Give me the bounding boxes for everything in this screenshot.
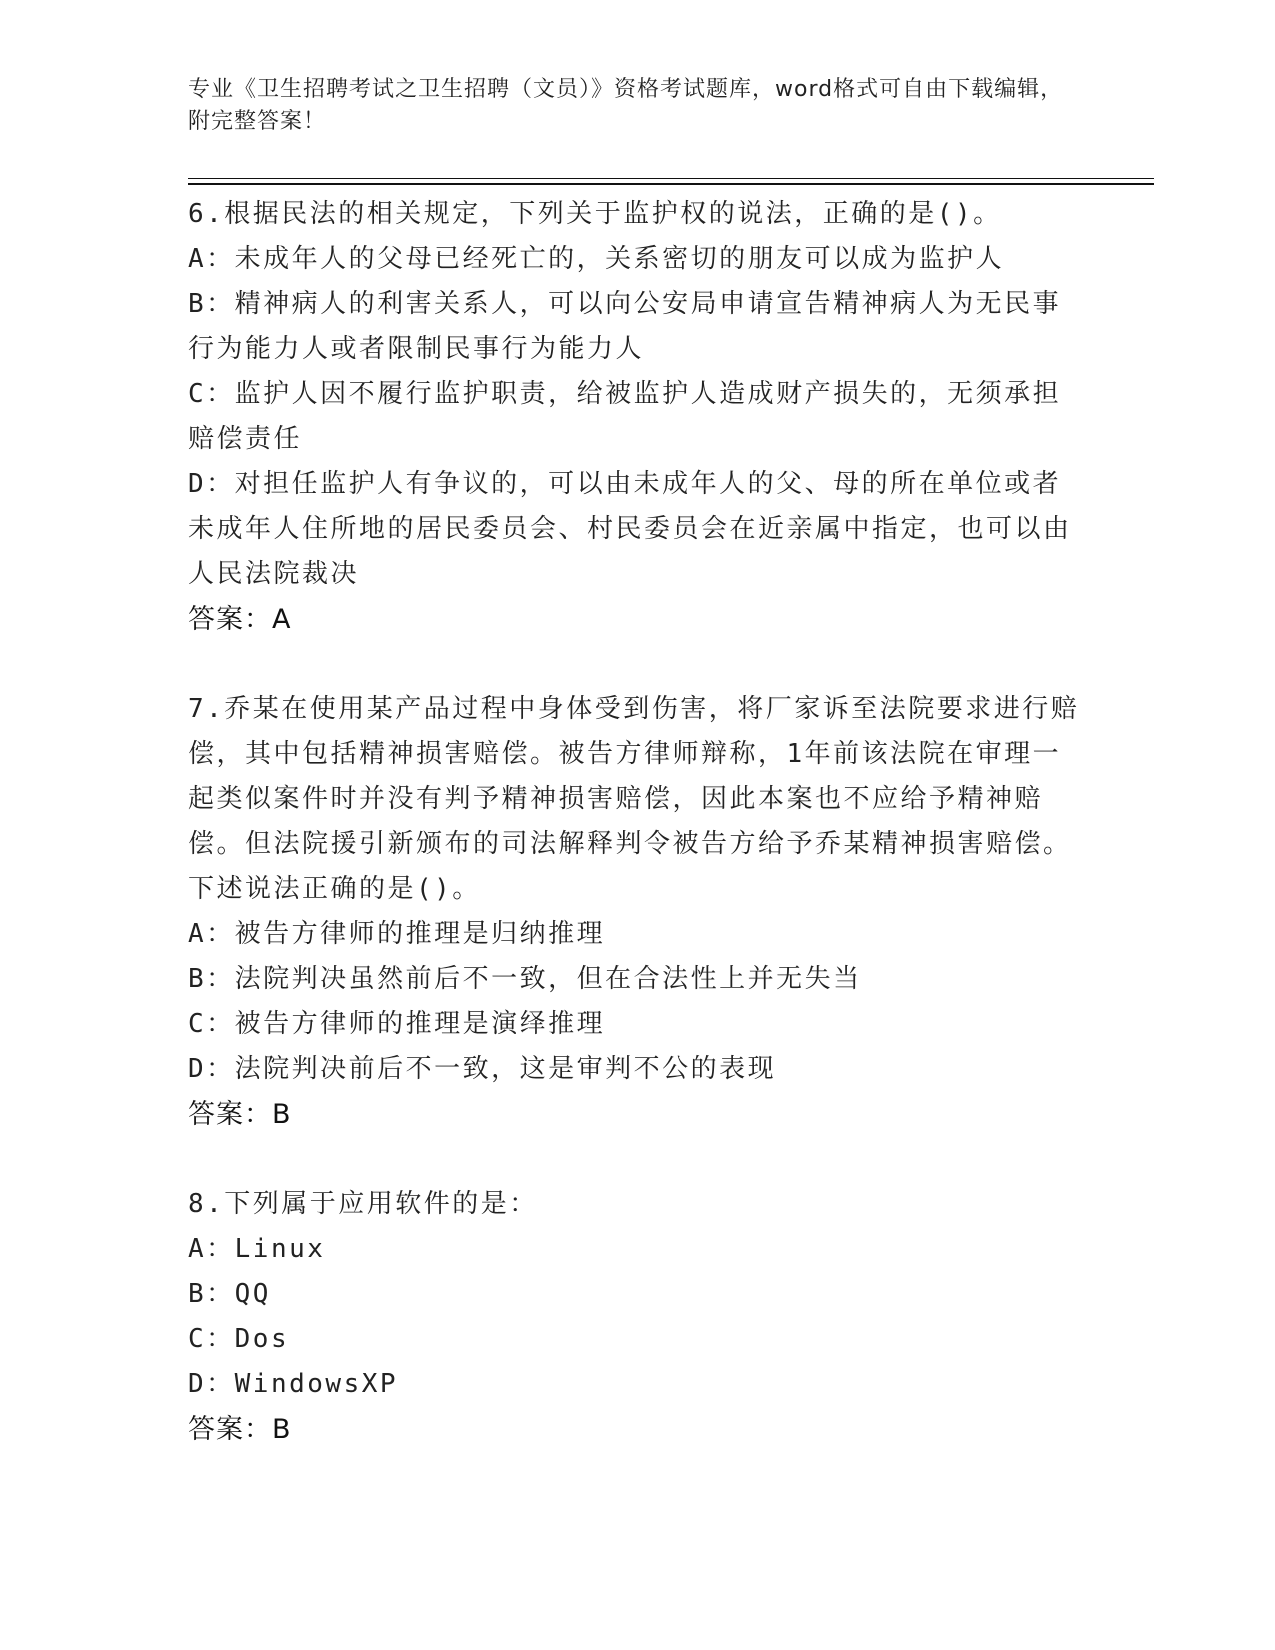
question-7 [188, 687, 1088, 1137]
question-8 [188, 1182, 1088, 1452]
question-6 [188, 192, 1088, 642]
option-b: B：精神病人的利害关系人，可以向公安局申请宣告精神病人为无民事行为能力人或者限制民事行为能力人 [188, 289, 1062, 364]
option-a: A：被告方律师的推理是归纳推理 [188, 919, 606, 949]
answer: 答案：B [188, 1099, 292, 1130]
option-a: A：未成年人的父母已经死亡的，关系密切的朋友可以成为监护人 [188, 244, 1005, 274]
option-c: C：被告方律师的推理是演绎推理 [188, 1009, 606, 1039]
option-b: B：QQ [188, 1279, 271, 1309]
header-rule-thin [188, 178, 1154, 179]
header-rule-thick [188, 183, 1154, 185]
option-d: D：WindowsXP [188, 1369, 399, 1399]
option-b: B：法院判决虽然前后不一致，但在合法性上并无失当 [188, 964, 862, 994]
option-a: A：Linux [188, 1234, 326, 1264]
option-c: C：Dos [188, 1324, 290, 1354]
answer: 答案：A [188, 604, 292, 635]
question-stem: 8.下列属于应用软件的是： [188, 1189, 538, 1219]
answer: 答案：B [188, 1414, 292, 1445]
question-stem: 6.根据民法的相关规定，下列关于监护权的说法，正确的是()。 [188, 199, 1002, 229]
question-stem: 7.乔某在使用某产品过程中身体受到伤害，将厂家诉至法院要求进行赔偿，其中包括精神损害赔偿。被告方律师辩称，1年前该法院在审理一起类似案件时并没有判予精神损害赔偿，因此本案也不应给予精神赔偿。但法院援引新颁布的司法解释判令被告方给予乔某精神损害赔偿。下述说法正确的是()。 [188, 694, 1080, 904]
option-d: D：对担任监护人有争议的，可以由未成年人的父、母的所在单位或者未成年人住所地的居民委员会、村民委员会在近亲属中指定，也可以由人民法院裁决 [188, 469, 1072, 589]
question-list [188, 192, 1088, 1452]
spacer [188, 642, 1088, 687]
spacer [188, 1137, 1088, 1182]
option-c: C：监护人因不履行监护职责，给被监护人造成财产损失的，无须承担赔偿责任 [188, 379, 1062, 454]
option-d: D：法院判决前后不一致，这是审判不公的表现 [188, 1054, 777, 1084]
document-header: 专业《卫生招聘考试之卫生招聘（文员）》资格考试题库，word格式可自由下载编辑，附完整答案！ [188, 77, 1064, 134]
